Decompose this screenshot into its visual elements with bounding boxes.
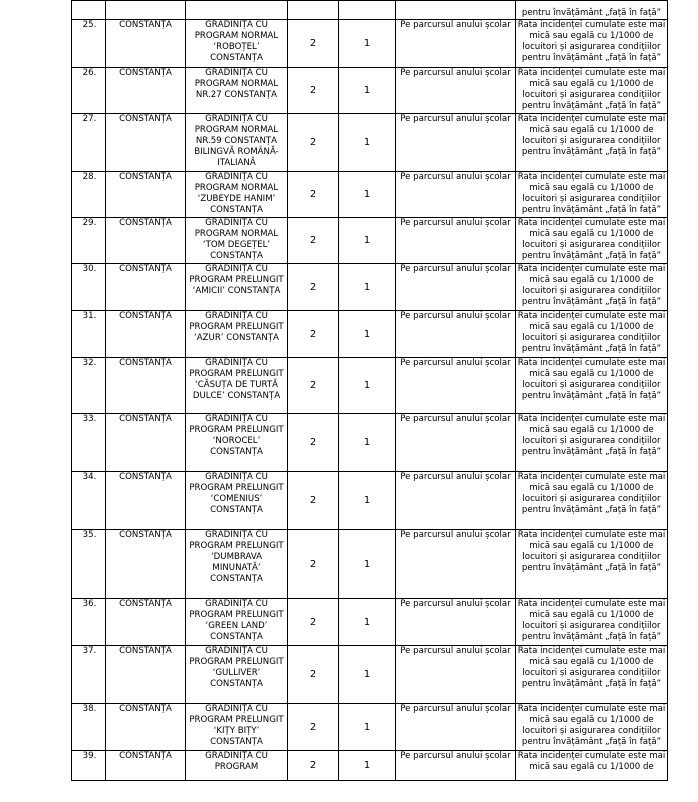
row-number-text: 37. (82, 646, 97, 656)
school-name-text: GRĂDINIȚA CU PROGRAM PRELUNGIT ‘DUMBRAVA MINUNATĂ’ CONSTANȚA (189, 530, 284, 584)
row-number-cell (72, 114, 106, 172)
count-text-b: 1 (363, 235, 371, 246)
note-text: Rata incidenței cumulate este mai mică sau egală cu 1/1000 de locuitori și asigurarea condițiilor pentru învățământ „față în față” (517, 704, 666, 747)
row-number-text: 27. (82, 114, 97, 124)
count-text-b: 1 (363, 38, 371, 49)
count-text-a: 2 (309, 38, 317, 49)
table-row (72, 646, 668, 704)
count-cell-b (339, 646, 396, 704)
count-text-b: 1 (363, 495, 371, 506)
period-text: Pe parcursul anului școlar (400, 358, 511, 368)
period-cell (396, 311, 516, 358)
county-text: CONSTANȚA (119, 218, 172, 228)
note-text: Rata incidenței cumulate este mai mică sau egală cu 1/1000 de locuitori și asigurarea condițiilor pentru învățământ „față în față” (517, 172, 666, 215)
row-number-text: 36. (82, 599, 97, 609)
period-cell (396, 751, 516, 781)
county-text: CONSTANȚA (119, 20, 172, 30)
county-text: CONSTANȚA (119, 68, 172, 78)
row-number-cell (72, 704, 106, 751)
row-number-text: 34. (82, 472, 97, 482)
count-text-a: 2 (309, 760, 317, 771)
note-text: Rata incidenței cumulate este mai mică sau egală cu 1/1000 de locuitori și asigurarea condițiilor pentru învățământ „față în față” (517, 311, 666, 354)
county-cell (106, 646, 186, 704)
period-text: Pe parcursul anului școlar (400, 68, 511, 78)
count-text-b: 1 (363, 380, 371, 391)
count-cell-b (339, 114, 396, 172)
school-name-text: GRĂDINIȚA CU PROGRAM (205, 751, 268, 772)
table-row (72, 530, 668, 599)
county-text: CONSTANȚA (119, 599, 172, 609)
row-number-cell (72, 68, 106, 114)
row-number-cell (72, 218, 106, 264)
count-cell-a (288, 751, 339, 781)
school-name-text: GRĂDINIȚA CU PROGRAM PRELUNGIT ‘KIȚY BIȚY’ CONSTANȚA (189, 704, 284, 747)
county-text: CONSTANȚA (119, 530, 172, 540)
note-text: Rata incidenței cumulate este mai mică sau egală cu 1/1000 de locuitori și asigurarea condițiilor pentru învățământ „față în față” (517, 414, 666, 457)
school-name-cell (186, 751, 288, 781)
count-text-b: 1 (363, 558, 371, 570)
count-text-a: 2 (309, 495, 317, 506)
county-cell (106, 114, 186, 172)
period-cell (396, 358, 516, 414)
count-text-a: 2 (309, 558, 317, 570)
row-number-text: 33. (82, 414, 97, 424)
county-text: CONSTANȚA (119, 414, 172, 424)
count-text-a: 2 (309, 437, 317, 448)
county-text: CONSTANȚA (119, 751, 172, 761)
note-cell-fragment (516, 1, 668, 20)
school-name-text: GRĂDINIȚA CU PROGRAM NORMAL NR.27 CONSTANȚA (194, 68, 279, 100)
count-text-b: 1 (363, 328, 371, 340)
count-cell-b (339, 599, 396, 646)
table-row (72, 20, 668, 68)
county-cell (106, 530, 186, 599)
note-cell (516, 311, 668, 358)
count-text-b: 1 (363, 760, 371, 771)
county-cell (106, 311, 186, 358)
note-text: Rata incidenței cumulate este mai mică sau egală cu 1/1000 de locuitori și asigurarea condițiilor pentru învățământ „față în față” (517, 20, 666, 63)
note-cell (516, 264, 668, 311)
count-text-b: 1 (363, 281, 371, 293)
note-cell (516, 599, 668, 646)
note-text: Rata incidenței cumulate este mai mică sau egală cu 1/1000 de locuitori și asigurarea condițiilor pentru învățământ „față în față” (517, 530, 666, 573)
school-name-cell (186, 646, 288, 704)
school-name-cell (186, 704, 288, 751)
county-cell (106, 20, 186, 68)
note-text: Rata incidenței cumulate este mai mică sau egală cu 1/1000 de locuitori și asigurarea condițiilor pentru învățământ „față în față” (517, 68, 666, 111)
count-text-a: 2 (309, 328, 317, 340)
note-cell (516, 646, 668, 704)
school-name-cell (186, 530, 288, 599)
table-row (72, 414, 668, 472)
county-text: CONSTANȚA (119, 704, 172, 714)
row-number-cell (72, 646, 106, 704)
school-name-text: GRĂDINIȚA CU PROGRAM NORMAL NR.59 CONSTANȚA BILINGVĂ ROMÂNĂ-ITALIANĂ (194, 114, 279, 168)
count-text-b: 1 (363, 437, 371, 448)
table-row (72, 264, 668, 311)
row-number-text: 29. (82, 218, 97, 228)
period-text: Pe parcursul anului școlar (400, 20, 511, 30)
row-number-text: 38. (82, 704, 97, 714)
row-number-cell (72, 172, 106, 218)
table-row (72, 172, 668, 218)
county-text: CONSTANȚA (119, 264, 172, 274)
row-number-text: 31. (82, 311, 97, 321)
period-text: Pe parcursul anului școlar (400, 530, 511, 540)
period-cell (396, 530, 516, 599)
row-number-cell (72, 264, 106, 311)
note-text: Rata incidenței cumulate este mai mică sau egală cu 1/1000 de locuitori și asigurarea condițiilor pentru învățământ „față în față” (517, 358, 666, 401)
count-cell-a (288, 414, 339, 472)
row-number-cell (72, 358, 106, 414)
note-text: Rata incidenței cumulate este mai mică sau egală cu 1/1000 de locuitori și asigurarea condițiilor pentru învățământ „față în față” (517, 599, 666, 642)
count-cell-a (288, 68, 339, 114)
note-cell (516, 358, 668, 414)
count-text-a: 2 (309, 616, 317, 628)
row-number-text: 35. (82, 530, 97, 540)
note-cell (516, 472, 668, 530)
count-cell-b (339, 20, 396, 68)
count-cell-a (288, 704, 339, 751)
school-name-text: GRĂDINIȚA CU PROGRAM NORMAL ‘TOM DEGEȚEL’ CONSTANȚA (194, 218, 279, 261)
note-text: Rata incidenței cumulate este mai mică sau egală cu 1/1000 de locuitori și asigurarea condițiilor pentru învățământ „față în față” (517, 264, 666, 307)
note-cell (516, 414, 668, 472)
count-cell-a (288, 20, 339, 68)
period-text: Pe parcursul anului școlar (400, 414, 511, 424)
note-cell (516, 218, 668, 264)
note-cell (516, 704, 668, 751)
period-text: Pe parcursul anului școlar (400, 472, 511, 482)
period-cell (396, 264, 516, 311)
note-cell (516, 68, 668, 114)
period-cell (396, 472, 516, 530)
county-cell (106, 599, 186, 646)
school-name-text: GRĂDINIȚA CU PROGRAM PRELUNGIT ‘CĂSUȚA DE TURTĂ DULCE’ CONSTANȚA (189, 358, 284, 401)
county-cell (106, 704, 186, 751)
school-name-cell (186, 472, 288, 530)
row-number-text: 26. (82, 68, 97, 78)
count-cell-b (339, 311, 396, 358)
period-text: Pe parcursul anului școlar (400, 751, 511, 761)
county-cell (106, 218, 186, 264)
county-cell (106, 172, 186, 218)
row-number-cell (72, 599, 106, 646)
period-cell (396, 704, 516, 751)
row-number-text: 39. (82, 751, 97, 761)
count-text-a: 2 (309, 189, 317, 200)
row-number-cell (72, 472, 106, 530)
table-row (72, 472, 668, 530)
row-number-cell (72, 20, 106, 68)
school-name-text: GRĂDINIȚA CU PROGRAM PRELUNGIT ‘GREEN LAND’ CONSTANȚA (189, 599, 284, 642)
period-cell (396, 20, 516, 68)
count-cell-b (339, 704, 396, 751)
row-number-text: 30. (82, 264, 97, 274)
count-cell-b (339, 358, 396, 414)
count-text-a: 2 (309, 85, 317, 96)
school-name-text: GRĂDINIȚA CU PROGRAM PRELUNGIT ‘GULLIVER’ CONSTANȚA (189, 646, 284, 689)
schools-table (71, 0, 668, 781)
school-name-cell (186, 172, 288, 218)
count-text-b: 1 (363, 189, 371, 200)
table-row (72, 704, 668, 751)
count-text-b: 1 (363, 85, 371, 96)
row-number-cell (72, 414, 106, 472)
school-name-cell (186, 414, 288, 472)
note-cell (516, 530, 668, 599)
table-row (72, 751, 668, 781)
county-text: CONSTANȚA (119, 472, 172, 482)
count-cell-a (288, 472, 339, 530)
count-cell-b (339, 68, 396, 114)
row-number-text: 32. (82, 358, 97, 368)
count-cell-b (339, 472, 396, 530)
school-name-text: GRĂDINIȚA CU PROGRAM PRELUNGIT ‘NOROCEL’ CONSTANȚA (189, 414, 284, 457)
school-name-text: GRĂDINIȚA CU PROGRAM PRELUNGIT ‘AZUR’ CONSTANȚA (189, 311, 284, 343)
county-text: CONSTANȚA (119, 114, 172, 124)
school-name-cell (186, 311, 288, 358)
count-text-b: 1 (363, 669, 371, 680)
period-text: Pe parcursul anului școlar (400, 599, 511, 609)
count-text-a: 2 (309, 669, 317, 680)
period-text: Pe parcursul anului școlar (400, 646, 511, 656)
school-name-cell (186, 358, 288, 414)
school-name-text: GRĂDINIȚA CU PROGRAM PRELUNGIT ‘COMENIUS’ CONSTANȚA (189, 472, 284, 515)
school-name-text: GRĂDINIȚA CU PROGRAM NORMAL ‘ROBOȚEL’ CONSTANȚA (194, 20, 279, 63)
period-cell (396, 114, 516, 172)
county-cell (106, 358, 186, 414)
county-text: CONSTANȚA (119, 311, 172, 321)
county-cell (106, 751, 186, 781)
period-cell (396, 172, 516, 218)
period-cell (396, 646, 516, 704)
table-row-fragment (72, 1, 668, 20)
count-text-a: 2 (309, 137, 317, 148)
table-body (72, 1, 668, 781)
table-row (72, 358, 668, 414)
county-text: CONSTANȚA (119, 358, 172, 368)
table-row (72, 114, 668, 172)
period-text: Pe parcursul anului școlar (400, 264, 511, 274)
table-row (72, 311, 668, 358)
row-number-cell (72, 311, 106, 358)
row-number-text: 25. (82, 20, 97, 30)
note-cell (516, 114, 668, 172)
count-cell-a (288, 218, 339, 264)
note-cell (516, 751, 668, 781)
note-text: Rata incidenței cumulate este mai mică sau egală cu 1/1000 de locuitori și asigurarea condițiilor pentru învățământ „față în față” (517, 646, 666, 689)
school-name-cell (186, 20, 288, 68)
school-name-cell (186, 218, 288, 264)
count-cell-a (288, 172, 339, 218)
school-name-text: GRĂDINIȚA CU PROGRAM NORMAL ‘ZUBEYDE HANIM’ CONSTANȚA (194, 172, 279, 215)
county-cell (106, 68, 186, 114)
count-cell-a (288, 311, 339, 358)
note-text: Rata incidenței cumulate este mai mică sau egală cu 1/1000 de locuitori și asigurarea condițiilor pentru învățământ „față în față” (517, 114, 666, 157)
county-cell (106, 472, 186, 530)
period-text: Pe parcursul anului școlar (400, 311, 511, 321)
note-text: Rata incidenței cumulate este mai mică sau egală cu 1/1000 de locuitori și asigurarea condițiilor pentru învățământ „față în față” (517, 218, 666, 261)
row-number-text: 28. (82, 172, 97, 182)
count-cell-b (339, 414, 396, 472)
note-text: Rata incidenței cumulate este mai mică sau egală cu 1/1000 de (517, 751, 666, 772)
row-number-cell (72, 751, 106, 781)
county-cell (106, 264, 186, 311)
county-text: CONSTANȚA (119, 172, 172, 182)
count-cell-a (288, 599, 339, 646)
count-cell-b (339, 530, 396, 599)
table-row (72, 599, 668, 646)
note-text: pentru învățământ „față în față” (521, 8, 662, 18)
period-text: Pe parcursul anului școlar (400, 218, 511, 228)
count-text-b: 1 (363, 721, 371, 733)
note-cell (516, 172, 668, 218)
count-cell-a (288, 646, 339, 704)
row-number-cell (72, 530, 106, 599)
count-cell-a (288, 114, 339, 172)
period-cell (396, 599, 516, 646)
count-cell-a (288, 530, 339, 599)
count-cell-b (339, 172, 396, 218)
period-cell (396, 414, 516, 472)
table-row (72, 218, 668, 264)
count-cell-b (339, 751, 396, 781)
count-text-b: 1 (363, 616, 371, 628)
count-cell-b (339, 218, 396, 264)
period-text: Pe parcursul anului școlar (400, 114, 511, 124)
period-cell (396, 218, 516, 264)
school-name-cell (186, 599, 288, 646)
count-text-a: 2 (309, 721, 317, 733)
period-text: Pe parcursul anului școlar (400, 704, 511, 714)
count-text-a: 2 (309, 380, 317, 391)
county-cell (106, 414, 186, 472)
count-text-b: 1 (363, 137, 371, 148)
table-row (72, 68, 668, 114)
period-text: Pe parcursul anului școlar (400, 172, 511, 182)
school-name-cell (186, 68, 288, 114)
count-cell-a (288, 358, 339, 414)
count-text-a: 2 (309, 281, 317, 293)
county-text: CONSTANȚA (119, 646, 172, 656)
count-text-a: 2 (309, 235, 317, 246)
count-cell-b (339, 264, 396, 311)
count-cell-a (288, 264, 339, 311)
school-name-cell (186, 264, 288, 311)
note-cell (516, 20, 668, 68)
school-name-cell (186, 114, 288, 172)
school-name-text: GRĂDINIȚA CU PROGRAM PRELUNGIT ‘AMICII’ CONSTANȚA (189, 264, 284, 296)
note-text: Rata incidenței cumulate este mai mică sau egală cu 1/1000 de locuitori și asigurarea condițiilor pentru învățământ „față în față” (517, 472, 666, 515)
period-cell (396, 68, 516, 114)
